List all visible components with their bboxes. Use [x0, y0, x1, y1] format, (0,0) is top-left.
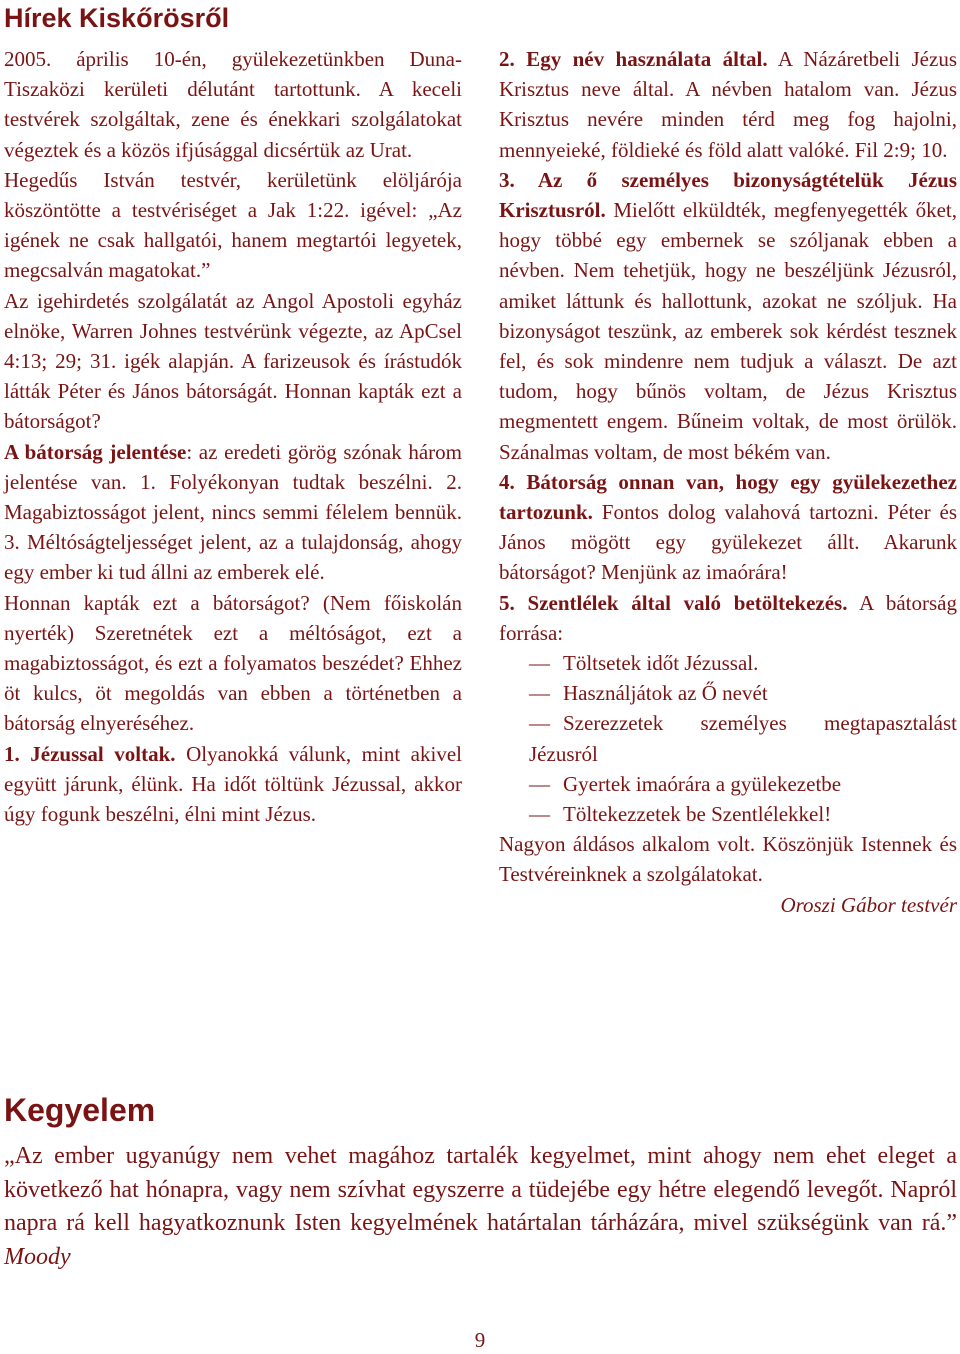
list-item-text: Használjátok az Ő nevét [563, 681, 768, 706]
dash-marker: — [529, 651, 550, 676]
dash-marker: — [529, 711, 550, 736]
paragraph-key-4 [499, 467, 957, 588]
paragraph-greeting: Hegedűs István testvér, kerületünk elöljárója köszöntötte a testvériséget a Jak 1:22. igével: „Az igének ne csak hallgatói, hanem megtartói legyetek, megcsalván magatokat.” [4, 167, 462, 283]
paragraph-key-2 [499, 44, 957, 165]
key-2-text: A Názáretbeli Jézus Krisztus neve által. A névben hatalom van. Jézus Krisztus nevére minden térd meg fog hajolni, mennyeieké, földieké és föld alatt valóké. Fil 2:9; 10. [499, 47, 957, 162]
left-column [4, 44, 462, 829]
quote-text: „Az ember ugyanúgy nem vehet magához tartalék kegyelmet, mint ahogy nem ehet eleget a következő hat hónapra, vagy nem szívhat egyszerre a tüdejébe egy hétre elegendő levegőt. Napról napra rá kell hagyatkoznunk Isten kegyelmének határtalan tárházára, mivel szükségünk van rá.” [4, 1143, 957, 1236]
right-column [499, 44, 957, 920]
list-item [499, 648, 957, 678]
key-4-heading: 4. Bátorság onnan van, hogy egy gyülekezethez tartozunk. [499, 469, 957, 525]
paragraph-sermon: Az igehirdetés szolgálatát az Angol Apostoli egyház elnöke, Warren Johnes testvérünk végezte, az ApCsel 4:13; 29; 31. igék alapján. A farizeusok és írástudók látták Péter és János bátorságát. Honnan kapták ezt a bátorságot? [4, 288, 462, 434]
paragraph-key-3 [499, 165, 957, 467]
paragraph-key-1 [4, 739, 462, 830]
key-1-text: Olyanokká válunk, mint akivel együtt járunk, élünk. Ha időt töltünk Jézussal, akkor úgy fogunk beszélni, élni mint Jézus. [4, 741, 462, 827]
list-item-text: Szerezzetek személyes megtapasztalást Jézusról [529, 711, 957, 766]
list-item-text: Töltsetek időt Jézussal. [563, 651, 759, 676]
list-item [499, 708, 957, 768]
key-1-heading: 1. Jézussal voltak. [4, 741, 176, 766]
key-3-text: Mielőtt elküldték, megfenyegették őket, hogy többé egy embernek se szóljanak ebben a névben. Nem tehetjük, hogy ne beszéljünk Jézusról, amiket láttunk és hallottunk, azokat ne szóljuk. Ha bizonyságot teszünk, az emberek sok kérdést tesznek fel, és sok mindenre nem tudjuk a választ. De azt tudom, hogy bűnös voltam, de Jézus Krisztus megmentett engem. Bűneim voltak, de most örülök. Szánalmas voltam, de most békém van. [499, 198, 957, 464]
paragraph-closing: Nagyon áldásos alkalom volt. Köszönjük Istennek és Testvéreinknek a szolgálatokat. [499, 832, 957, 887]
paragraph-district-afternoon: 2005. április 10-én, gyülekezetünkben Duna-Tiszaközi kerületi délutánt tartottunk. A keceli testvérek szolgáltak, zene és énekkari szolgálatokat végeztek és a közös ifjúsággal dicsértük az Urat. [4, 47, 462, 162]
dash-marker: — [529, 681, 550, 706]
list-item-text: Gyertek imaórára a gyülekezetbe [563, 771, 842, 796]
news-section-title: Hírek Kiskőrösről [4, 3, 230, 33]
paragraph-courage-meaning [4, 437, 462, 588]
list-item-text: Töltekezzetek be Szentlélekkel! [563, 802, 832, 827]
paragraph-key-5 [499, 588, 957, 648]
page-number: 9 [474, 1328, 486, 1352]
key-3-heading: 3. Az ő személyes bizonyságtételük Jézus Krisztusról. [499, 167, 957, 223]
list-item [499, 769, 957, 799]
key-5-text: A bátorság forrása: [499, 590, 957, 645]
courage-meaning-text: : az eredeti görög szónak három jelentése van. 1. Folyékonyan tudtak beszélni. 2. Magabiztosságot jelent, nincs semmi félelem bennük. 3. Méltóságteljességet jelent, az a tulajdonság, ahogy egy ember ki tud állni az emberek elé. [4, 439, 462, 585]
dash-marker: — [529, 802, 550, 827]
grace-section-title: Kegyelem [4, 1092, 156, 1128]
quote-author: Moody [4, 1243, 71, 1270]
key-5-heading: 5. Szentlélek által való betöltekezés. [499, 590, 848, 615]
dash-marker: — [529, 771, 550, 796]
author-signature: Oroszi Gábor testvér [780, 892, 957, 917]
quote-paragraph [4, 1140, 957, 1274]
list-item [499, 799, 957, 829]
list-item [499, 678, 957, 708]
paragraph-five-keys: Honnan kapták ezt a bátorságot? (Nem főiskolán nyerték) Szeretnétek ezt a méltóságot, ezt a magabiztosságot, és ezt a folyamatos beszédet? Ehhez öt kulcs, öt megoldás van ebben a történetben a bátorság elnyeréséhez. [4, 590, 462, 736]
key-2-heading: 2. Egy név használata által. [499, 47, 768, 71]
grace-quote [4, 1140, 957, 1274]
courage-meaning-heading: A bátorság jelentése [4, 439, 187, 464]
key-4-text: Fontos dolog valahová tartozni. Péter és János mögött egy gyülekezet állt. Akarunk bátorságot? Menjünk az imaórára! [499, 500, 957, 585]
